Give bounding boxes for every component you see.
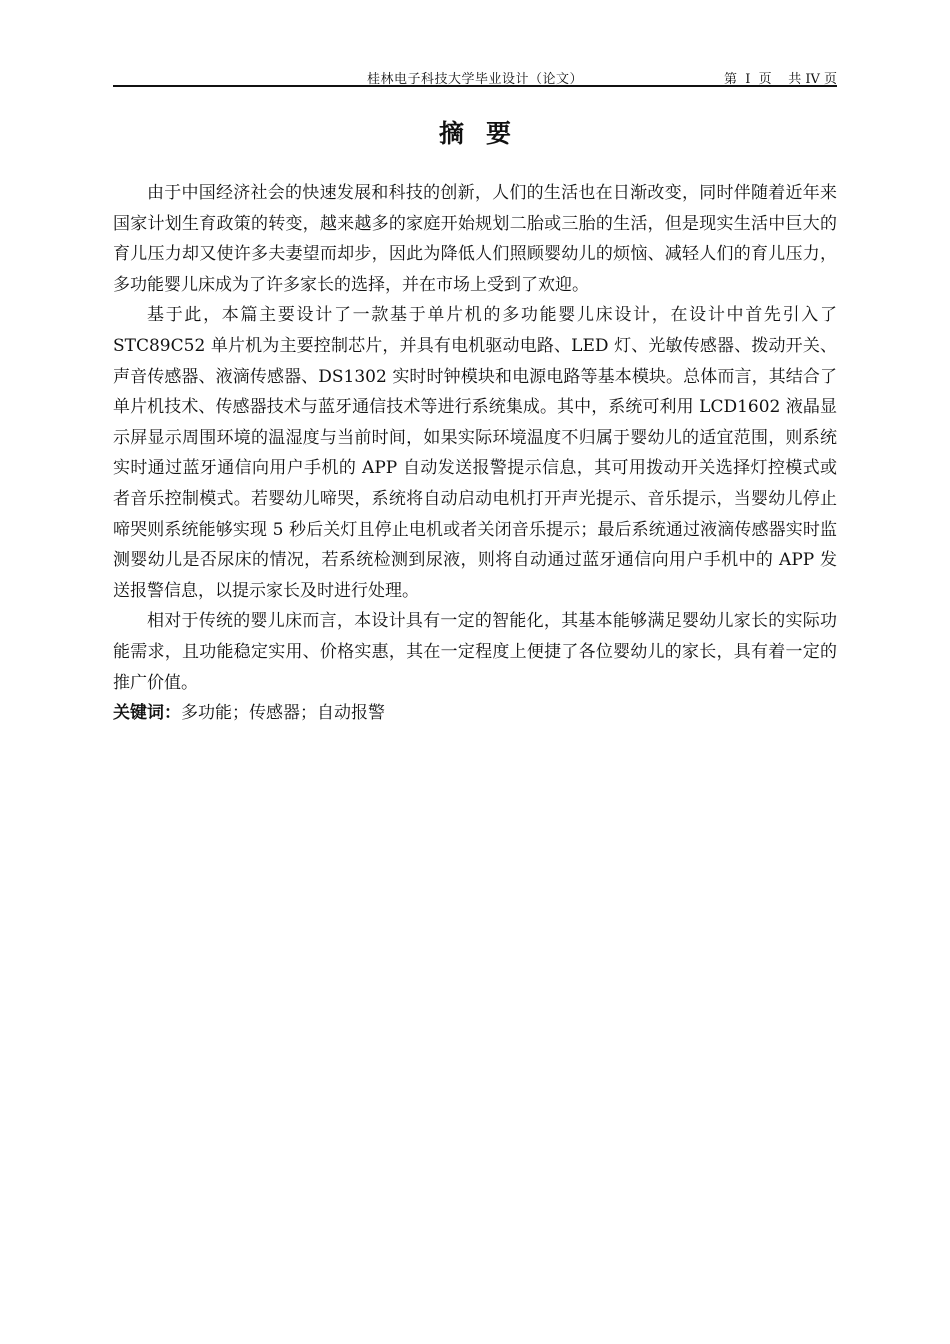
abstract-paragraph-1: 由于中国经济社会的快速发展和科技的创新，人们的生活也在日渐改变，同时伴随着近年来国家计划生育政策的转变，越来越多的家庭开始规划二胎或三胎的生活，但是现实生活中巨大的育儿压力却又使许多夫妻望而却步，因此为降低人们照顾婴幼儿的烦恼、减轻人们的育儿压力，多功能婴儿床成为了许多家长的选择，并在市场上受到了欢迎。 bbox=[113, 183, 837, 295]
header-rule bbox=[113, 85, 837, 87]
keywords-value: 多功能；传感器；自动报警 bbox=[181, 703, 385, 724]
header-title: 桂林电子科技大学毕业设计（论文） bbox=[366, 72, 583, 87]
header-page-info: 第 I 页 共 IV 页 bbox=[724, 72, 837, 87]
abstract-paragraph-3: 相对于传统的婴儿床而言，本设计具有一定的智能化，其基本能够满足婴幼儿家长的实际功能需求，且功能稳定实用、价格实惠，其在一定程度上便捷了各位婴幼儿的家长，具有着一定的推广价值。 bbox=[113, 611, 837, 693]
abstract-title: 摘要 bbox=[438, 119, 533, 148]
keywords-line bbox=[113, 698, 837, 729]
abstract-paragraph-2: 基于此，本篇主要设计了一款基于单片机的多功能婴儿床设计，在设计中首先引入了 STC89C52 单片机为主要控制芯片，并具有电机驱动电路、LED 灯、光敏传感器、拨动开关、声音传感器、液滴传感器、DS1302 实时时钟模块和电源电路等基本模块。总体而言，其结合了单片机技术、传感器技术与蓝牙通信技术等进行系统集成。其中，系统可利用 LCD1602 液晶显示屏显示周围环境的温湿度与当前时间，如果实际环境温度不归属于婴幼儿的适宜范围，则系统实时通过蓝牙通信向用户手机的 APP 自动发送报警提示信息，其可用拨动开关选择灯控模式或者音乐控制模式。若婴幼儿啼哭，系统将自动启动电机打开声光提示、音乐提示，当婴幼儿停止啼哭则系统能够实现 5 秒后关灯且停止电机或者关闭音乐提示；最后系统通过液滴传感器实时监测婴幼儿是否尿床的情况，若系统检测到尿液，则将自动通过蓝牙通信向用户手机中的 APP 发送报警信息，以提示家长及时进行处理。 bbox=[113, 305, 837, 601]
keywords-label: 关键词： bbox=[113, 703, 181, 724]
abstract-body bbox=[113, 178, 837, 729]
